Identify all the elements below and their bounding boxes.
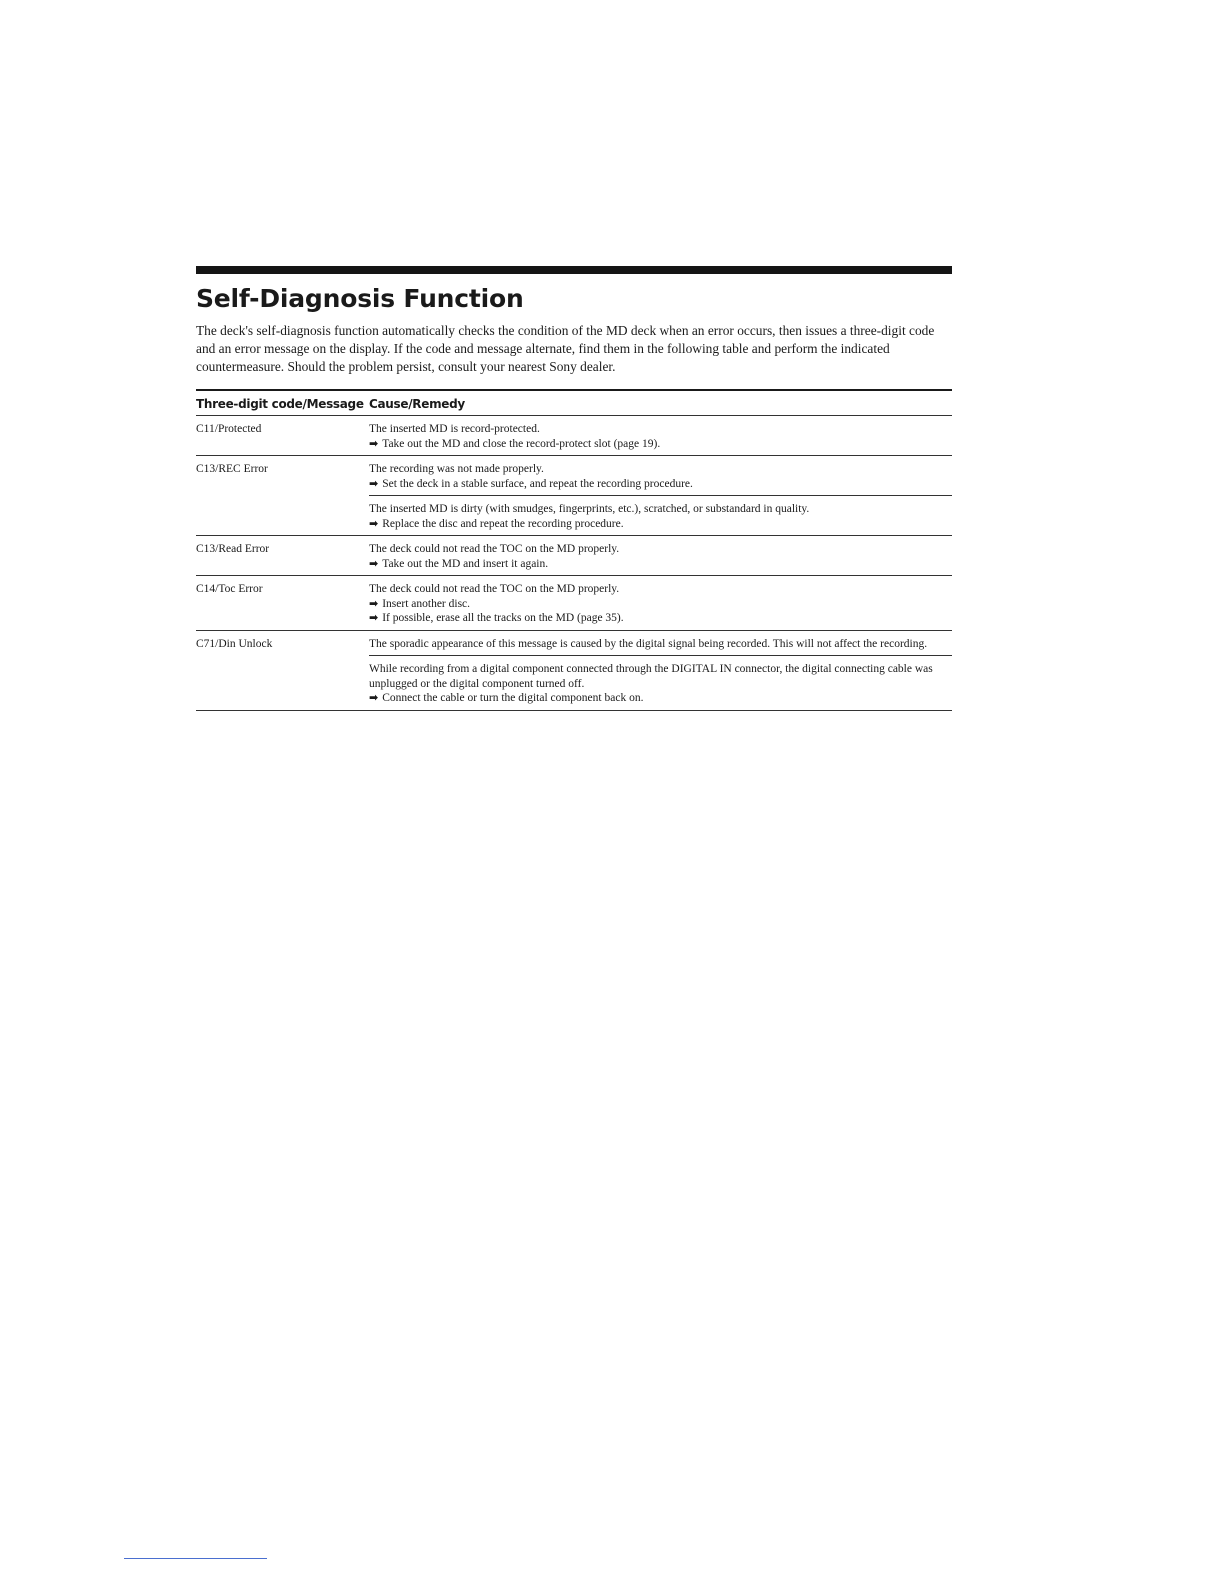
header-cause-remedy: Cause/Remedy xyxy=(369,390,952,416)
cause-text: The inserted MD is record-protected. xyxy=(369,423,540,435)
code-cell: C71/Din Unlock xyxy=(196,630,369,710)
cause-cell xyxy=(369,656,952,711)
table-row xyxy=(196,456,952,496)
remedy-text: Insert another disc. xyxy=(382,597,471,610)
remedy-line xyxy=(369,597,952,612)
table-row xyxy=(196,536,952,576)
remedy-text: Replace the disc and repeat the recording procedure. xyxy=(382,517,624,530)
remedy-text: If possible, erase all the tracks on the MD (page 35). xyxy=(382,612,624,624)
cause-text: The recording was not made properly. xyxy=(369,463,544,475)
code-cell: C13/Read Error xyxy=(196,536,369,576)
cause-cell xyxy=(369,536,952,576)
arrow-right-icon: ➡ xyxy=(369,556,379,570)
header-code: Three-digit code/Message xyxy=(196,390,369,416)
section-intro: The deck's self-diagnosis function automatically checks the condition of the MD deck when an error occurs, then issues a three-digit code and an error message on the display. If the code and message alternate, find them in the following table and perform the indicated countermeasure. Should the problem persist, consult your nearest Sony dealer. xyxy=(196,323,935,374)
section-title: Self-Diagnosis Function xyxy=(196,284,524,313)
remedy-line xyxy=(369,517,952,532)
arrow-right-icon: ➡ xyxy=(369,691,379,704)
arrow-right-icon: ➡ xyxy=(369,516,379,530)
arrow-right-icon: ➡ xyxy=(369,476,379,490)
remedy-text: Set the deck in a stable surface, and repeat the recording procedure. xyxy=(382,477,693,490)
table-row xyxy=(196,416,952,456)
code-cell: C11/Protected xyxy=(196,416,369,456)
code-cell: C14/Toc Error xyxy=(196,576,369,631)
footer-rule xyxy=(124,1558,267,1559)
cause-text: The inserted MD is dirty (with smudges, fingerprints, etc.), scratched, or substandard in quality. xyxy=(369,503,810,515)
self-diagnosis-section xyxy=(196,266,952,711)
arrow-right-icon: ➡ xyxy=(369,611,379,624)
cause-cell xyxy=(369,456,952,496)
error-code-table xyxy=(196,389,952,711)
table-row xyxy=(196,630,952,656)
cause-cell xyxy=(369,576,952,631)
code-cell: C13/REC Error xyxy=(196,456,369,536)
table-header-row xyxy=(196,390,952,416)
remedy-line xyxy=(369,477,952,492)
cause-cell xyxy=(369,496,952,536)
remedy-text: Connect the cable or turn the digital component back on. xyxy=(382,692,644,704)
remedy-line xyxy=(369,557,952,572)
cause-cell xyxy=(369,630,952,656)
cause-text: The sporadic appearance of this message is caused by the digital signal being recorded. This will not affect the recording. xyxy=(369,637,928,650)
arrow-right-icon: ➡ xyxy=(369,436,379,450)
cause-cell xyxy=(369,416,952,456)
remedy-line xyxy=(369,611,952,626)
remedy-text: Take out the MD and insert it again. xyxy=(382,557,549,570)
table-row xyxy=(196,576,952,631)
cause-text: The deck could not read the TOC on the MD properly. xyxy=(369,583,620,595)
arrow-right-icon: ➡ xyxy=(369,596,379,610)
remedy-text: Take out the MD and close the record-protect slot (page 19). xyxy=(382,437,661,450)
remedy-line xyxy=(369,437,952,452)
remedy-line xyxy=(369,691,952,706)
cause-text: The deck could not read the TOC on the MD properly. xyxy=(369,543,620,555)
cause-text: While recording from a digital component connected through the DIGITAL IN connector, the digital connecting cable was unplugged or the digital component turned off. xyxy=(369,663,933,690)
section-top-rule xyxy=(196,266,952,274)
